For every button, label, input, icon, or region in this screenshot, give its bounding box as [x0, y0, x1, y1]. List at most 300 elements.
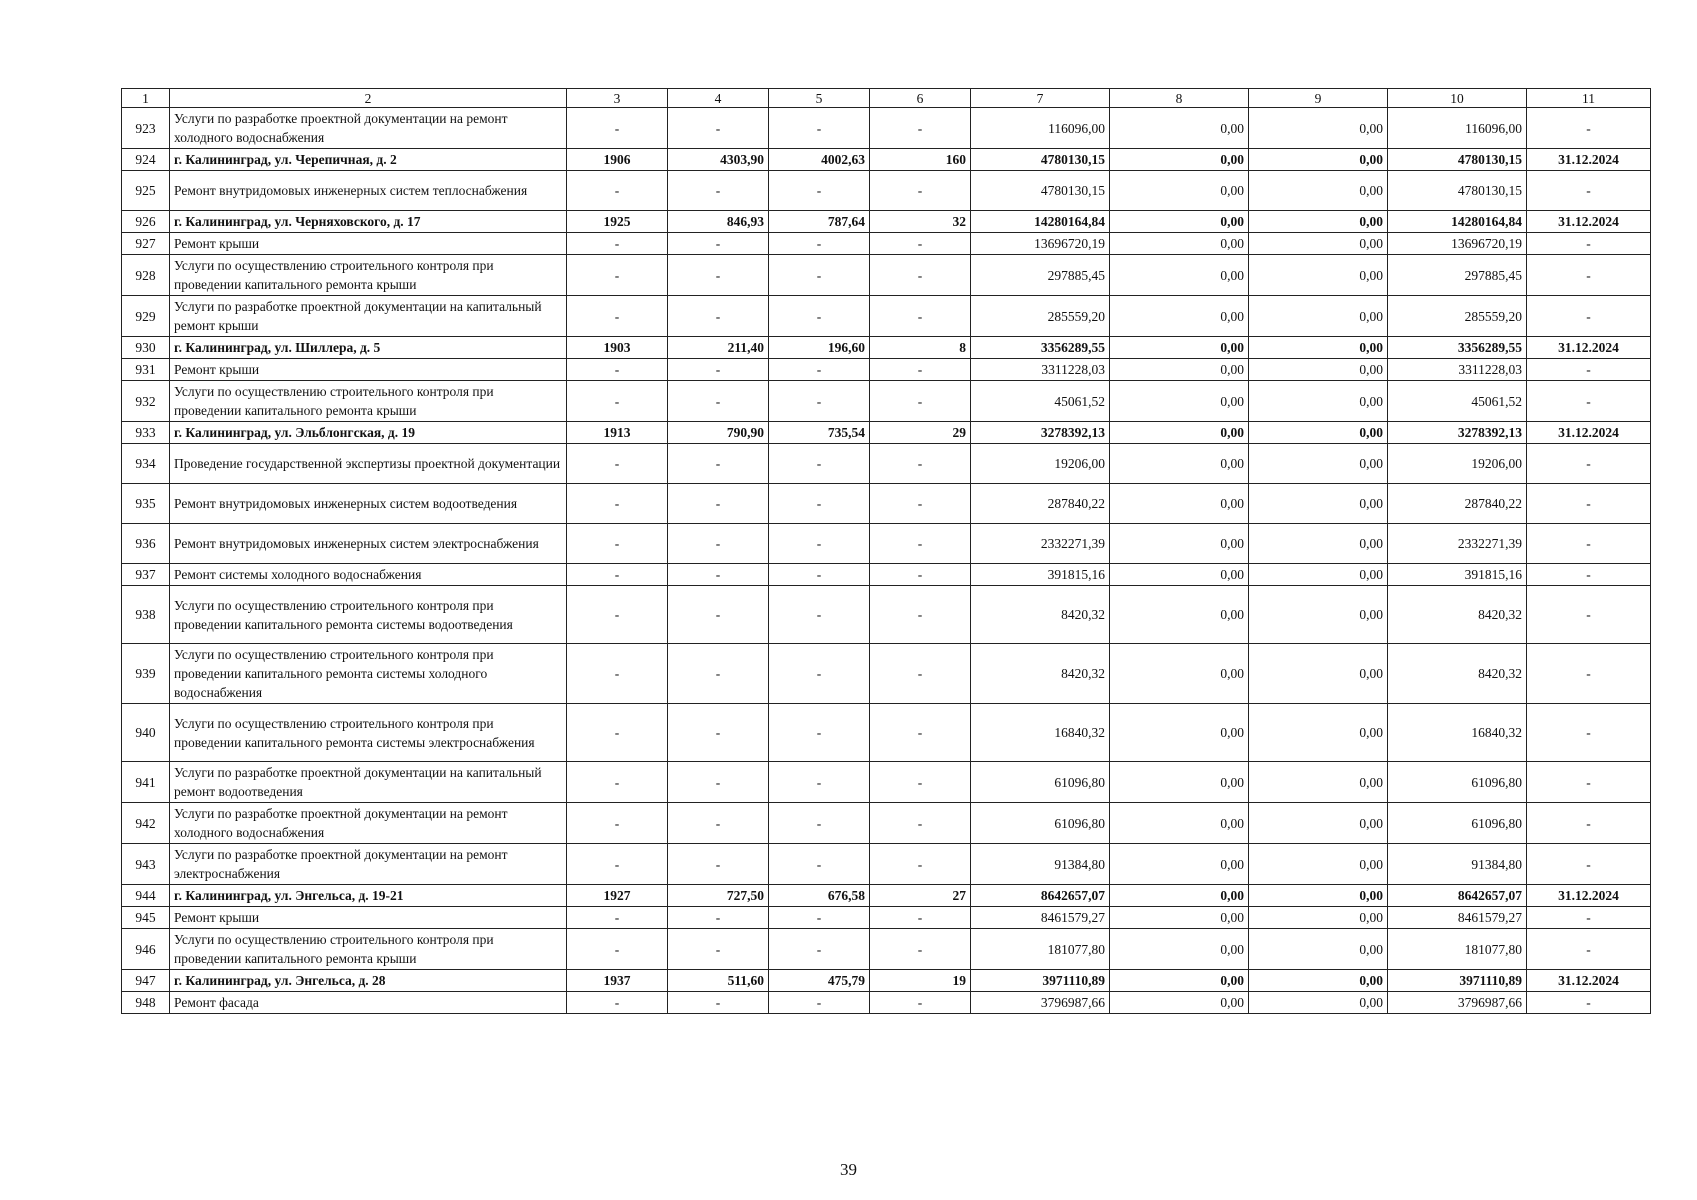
row-number-cell: 931	[122, 359, 170, 381]
budget-cost-cell: 0,00	[1249, 564, 1388, 586]
completion-date-cell: -	[1527, 255, 1651, 296]
budget-cost-cell: 0,00	[1249, 422, 1388, 444]
description-cell: Ремонт внутридомовых инженерных систем электроснабжения	[170, 524, 567, 564]
table-row	[122, 233, 1651, 255]
completion-date-cell: -	[1527, 524, 1651, 564]
year-cell: -	[567, 704, 668, 762]
completion-date-cell: 31.12.2024	[1527, 970, 1651, 992]
residents-cell: 8	[870, 337, 971, 359]
address-row	[122, 149, 1651, 171]
residents-cell: -	[870, 586, 971, 644]
total-cost-cell: 61096,80	[971, 803, 1110, 844]
area-total-cell: 790,90	[668, 422, 769, 444]
budget-cost-cell: 0,00	[1249, 704, 1388, 762]
year-cell: -	[567, 929, 668, 970]
residents-cell: -	[870, 484, 971, 524]
owners-cost-cell: 3311228,03	[1388, 359, 1527, 381]
fund-cost-cell: 0,00	[1110, 337, 1249, 359]
area-total-cell: -	[668, 907, 769, 929]
year-cell: -	[567, 844, 668, 885]
total-cost-cell: 61096,80	[971, 762, 1110, 803]
column-header-8: 8	[1110, 89, 1249, 108]
row-number-cell: 927	[122, 233, 170, 255]
total-cost-cell: 4780130,15	[971, 171, 1110, 211]
budget-cost-cell: 0,00	[1249, 844, 1388, 885]
owners-cost-cell: 297885,45	[1388, 255, 1527, 296]
header-row	[122, 89, 1651, 108]
area-total-cell: -	[668, 524, 769, 564]
description-cell: Услуги по разработке проектной документации на капитальный ремонт крыши	[170, 296, 567, 337]
fund-cost-cell: 0,00	[1110, 524, 1249, 564]
table-row	[122, 803, 1651, 844]
budget-cost-cell: 0,00	[1249, 484, 1388, 524]
area-living-cell: -	[769, 359, 870, 381]
year-cell: -	[567, 803, 668, 844]
area-living-cell: 475,79	[769, 970, 870, 992]
total-cost-cell: 3356289,55	[971, 337, 1110, 359]
budget-cost-cell: 0,00	[1249, 762, 1388, 803]
budget-cost-cell: 0,00	[1249, 296, 1388, 337]
budget-cost-cell: 0,00	[1249, 359, 1388, 381]
owners-cost-cell: 4780130,15	[1388, 171, 1527, 211]
row-number-cell: 928	[122, 255, 170, 296]
total-cost-cell: 13696720,19	[971, 233, 1110, 255]
row-number-cell: 946	[122, 929, 170, 970]
budget-cost-cell: 0,00	[1249, 970, 1388, 992]
budget-cost-cell: 0,00	[1249, 929, 1388, 970]
total-cost-cell: 8420,32	[971, 644, 1110, 704]
description-cell: Услуги по разработке проектной документации на капитальный ремонт водоотведения	[170, 762, 567, 803]
residents-cell: 27	[870, 885, 971, 907]
budget-cost-cell: 0,00	[1249, 255, 1388, 296]
column-header-5: 5	[769, 89, 870, 108]
fund-cost-cell: 0,00	[1110, 844, 1249, 885]
area-living-cell: -	[769, 108, 870, 149]
area-living-cell: -	[769, 484, 870, 524]
owners-cost-cell: 3796987,66	[1388, 992, 1527, 1014]
area-total-cell: -	[668, 992, 769, 1014]
residents-cell: -	[870, 444, 971, 484]
table-row	[122, 171, 1651, 211]
row-number-cell: 935	[122, 484, 170, 524]
row-number-cell: 923	[122, 108, 170, 149]
total-cost-cell: 19206,00	[971, 444, 1110, 484]
year-cell: -	[567, 644, 668, 704]
completion-date-cell: -	[1527, 233, 1651, 255]
completion-date-cell: -	[1527, 586, 1651, 644]
residents-cell: -	[870, 296, 971, 337]
column-header-4: 4	[668, 89, 769, 108]
residents-cell: -	[870, 929, 971, 970]
area-total-cell: 727,50	[668, 885, 769, 907]
residents-cell: -	[870, 524, 971, 564]
row-number-cell: 925	[122, 171, 170, 211]
residents-cell: -	[870, 564, 971, 586]
address-row	[122, 422, 1651, 444]
column-header-10: 10	[1388, 89, 1527, 108]
table-row	[122, 586, 1651, 644]
owners-cost-cell: 91384,80	[1388, 844, 1527, 885]
table-row	[122, 929, 1651, 970]
year-cell: 1927	[567, 885, 668, 907]
total-cost-cell: 16840,32	[971, 704, 1110, 762]
year-cell: -	[567, 108, 668, 149]
owners-cost-cell: 181077,80	[1388, 929, 1527, 970]
year-cell: -	[567, 992, 668, 1014]
residents-cell: -	[870, 762, 971, 803]
budget-cost-cell: 0,00	[1249, 233, 1388, 255]
area-total-cell: -	[668, 171, 769, 211]
area-total-cell: -	[668, 644, 769, 704]
year-cell: 1937	[567, 970, 668, 992]
fund-cost-cell: 0,00	[1110, 149, 1249, 171]
owners-cost-cell: 287840,22	[1388, 484, 1527, 524]
description-cell: Ремонт фасада	[170, 992, 567, 1014]
completion-date-cell: -	[1527, 992, 1651, 1014]
completion-date-cell: 31.12.2024	[1527, 211, 1651, 233]
area-total-cell: -	[668, 586, 769, 644]
area-total-cell: 4303,90	[668, 149, 769, 171]
year-cell: -	[567, 444, 668, 484]
table-row	[122, 992, 1651, 1014]
completion-date-cell: -	[1527, 907, 1651, 929]
total-cost-cell: 8420,32	[971, 586, 1110, 644]
table-row	[122, 644, 1651, 704]
row-number-cell: 932	[122, 381, 170, 422]
fund-cost-cell: 0,00	[1110, 704, 1249, 762]
area-living-cell: -	[769, 844, 870, 885]
column-header-7: 7	[971, 89, 1110, 108]
owners-cost-cell: 8420,32	[1388, 644, 1527, 704]
area-total-cell: -	[668, 255, 769, 296]
table-row	[122, 444, 1651, 484]
year-cell: -	[567, 762, 668, 803]
owners-cost-cell: 3278392,13	[1388, 422, 1527, 444]
budget-cost-cell: 0,00	[1249, 211, 1388, 233]
area-total-cell: -	[668, 108, 769, 149]
row-number-cell: 929	[122, 296, 170, 337]
budget-cost-cell: 0,00	[1249, 149, 1388, 171]
owners-cost-cell: 13696720,19	[1388, 233, 1527, 255]
owners-cost-cell: 391815,16	[1388, 564, 1527, 586]
area-living-cell: -	[769, 803, 870, 844]
area-total-cell: -	[668, 704, 769, 762]
description-cell: Услуги по осуществлению строительного контроля при проведении капитального ремонта крыши	[170, 381, 567, 422]
owners-cost-cell: 45061,52	[1388, 381, 1527, 422]
row-number-cell: 943	[122, 844, 170, 885]
fund-cost-cell: 0,00	[1110, 907, 1249, 929]
owners-cost-cell: 8461579,27	[1388, 907, 1527, 929]
area-living-cell: 676,58	[769, 885, 870, 907]
address-row	[122, 885, 1651, 907]
table-row	[122, 524, 1651, 564]
year-cell: -	[567, 171, 668, 211]
row-number-cell: 933	[122, 422, 170, 444]
area-total-cell: -	[668, 359, 769, 381]
total-cost-cell: 297885,45	[971, 255, 1110, 296]
page-number: 39	[840, 1160, 857, 1179]
area-total-cell: -	[668, 564, 769, 586]
owners-cost-cell: 8642657,07	[1388, 885, 1527, 907]
area-living-cell: 735,54	[769, 422, 870, 444]
budget-cost-cell: 0,00	[1249, 644, 1388, 704]
row-number-cell: 930	[122, 337, 170, 359]
description-cell: Ремонт внутридомовых инженерных систем теплоснабжения	[170, 171, 567, 211]
fund-cost-cell: 0,00	[1110, 444, 1249, 484]
completion-date-cell: -	[1527, 844, 1651, 885]
completion-date-cell: -	[1527, 564, 1651, 586]
area-living-cell: -	[769, 381, 870, 422]
description-cell: Ремонт крыши	[170, 233, 567, 255]
fund-cost-cell: 0,00	[1110, 108, 1249, 149]
budget-cost-cell: 0,00	[1249, 444, 1388, 484]
year-cell: -	[567, 484, 668, 524]
completion-date-cell: 31.12.2024	[1527, 422, 1651, 444]
year-cell: 1913	[567, 422, 668, 444]
area-living-cell: -	[769, 564, 870, 586]
description-cell: Услуги по разработке проектной документации на ремонт холодного водоснабжения	[170, 803, 567, 844]
year-cell: -	[567, 255, 668, 296]
residents-cell: 32	[870, 211, 971, 233]
row-number-cell: 942	[122, 803, 170, 844]
description-cell: Услуги по осуществлению строительного контроля при проведении капитального ремонта системы электроснабжения	[170, 704, 567, 762]
description-cell: Услуги по осуществлению строительного контроля при проведении капитального ремонта системы водоотведения	[170, 586, 567, 644]
completion-date-cell: -	[1527, 296, 1651, 337]
area-total-cell: -	[668, 444, 769, 484]
row-number-cell: 934	[122, 444, 170, 484]
area-total-cell: -	[668, 929, 769, 970]
area-living-cell: 4002,63	[769, 149, 870, 171]
completion-date-cell: -	[1527, 762, 1651, 803]
table-row	[122, 255, 1651, 296]
area-total-cell: -	[668, 233, 769, 255]
total-cost-cell: 3311228,03	[971, 359, 1110, 381]
area-living-cell: -	[769, 444, 870, 484]
completion-date-cell: 31.12.2024	[1527, 337, 1651, 359]
total-cost-cell: 3971110,89	[971, 970, 1110, 992]
owners-cost-cell: 61096,80	[1388, 762, 1527, 803]
area-living-cell: 196,60	[769, 337, 870, 359]
owners-cost-cell: 2332271,39	[1388, 524, 1527, 564]
area-total-cell: 846,93	[668, 211, 769, 233]
budget-cost-cell: 0,00	[1249, 885, 1388, 907]
fund-cost-cell: 0,00	[1110, 885, 1249, 907]
fund-cost-cell: 0,00	[1110, 381, 1249, 422]
fund-cost-cell: 0,00	[1110, 422, 1249, 444]
description-cell: Услуги по осуществлению строительного контроля при проведении капитального ремонта крыши	[170, 929, 567, 970]
residents-cell: -	[870, 233, 971, 255]
completion-date-cell: -	[1527, 171, 1651, 211]
owners-cost-cell: 4780130,15	[1388, 149, 1527, 171]
row-number-cell: 944	[122, 885, 170, 907]
table-row	[122, 484, 1651, 524]
table-row	[122, 296, 1651, 337]
owners-cost-cell: 16840,32	[1388, 704, 1527, 762]
fund-cost-cell: 0,00	[1110, 970, 1249, 992]
fund-cost-cell: 0,00	[1110, 992, 1249, 1014]
budget-cost-cell: 0,00	[1249, 108, 1388, 149]
table-row	[122, 762, 1651, 803]
description-cell: Услуги по разработке проектной документации на ремонт холодного водоснабжения	[170, 108, 567, 149]
area-total-cell: -	[668, 803, 769, 844]
row-number-cell: 936	[122, 524, 170, 564]
column-header-1: 1	[122, 89, 170, 108]
residents-cell: -	[870, 359, 971, 381]
residents-cell: -	[870, 255, 971, 296]
area-living-cell: -	[769, 255, 870, 296]
area-living-cell: -	[769, 586, 870, 644]
residents-cell: -	[870, 704, 971, 762]
residents-cell: -	[870, 844, 971, 885]
residents-cell: 160	[870, 149, 971, 171]
area-living-cell: -	[769, 929, 870, 970]
owners-cost-cell: 3971110,89	[1388, 970, 1527, 992]
table-row	[122, 359, 1651, 381]
column-header-2: 2	[170, 89, 567, 108]
residents-cell: -	[870, 171, 971, 211]
owners-cost-cell: 14280164,84	[1388, 211, 1527, 233]
column-header-11: 11	[1527, 89, 1651, 108]
area-total-cell: -	[668, 484, 769, 524]
area-living-cell: -	[769, 524, 870, 564]
description-cell: г. Калининград, ул. Шиллера, д. 5	[170, 337, 567, 359]
fund-cost-cell: 0,00	[1110, 171, 1249, 211]
budget-cost-cell: 0,00	[1249, 381, 1388, 422]
area-total-cell: -	[668, 296, 769, 337]
completion-date-cell: -	[1527, 108, 1651, 149]
area-living-cell: -	[769, 704, 870, 762]
fund-cost-cell: 0,00	[1110, 255, 1249, 296]
area-living-cell: -	[769, 907, 870, 929]
description-cell: Ремонт внутридомовых инженерных систем водоотведения	[170, 484, 567, 524]
budget-cost-cell: 0,00	[1249, 524, 1388, 564]
column-header-9: 9	[1249, 89, 1388, 108]
completion-date-cell: -	[1527, 381, 1651, 422]
owners-cost-cell: 3356289,55	[1388, 337, 1527, 359]
total-cost-cell: 181077,80	[971, 929, 1110, 970]
row-number-cell: 924	[122, 149, 170, 171]
fund-cost-cell: 0,00	[1110, 644, 1249, 704]
year-cell: -	[567, 907, 668, 929]
residents-cell: -	[870, 644, 971, 704]
year-cell: -	[567, 296, 668, 337]
total-cost-cell: 2332271,39	[971, 524, 1110, 564]
total-cost-cell: 14280164,84	[971, 211, 1110, 233]
completion-date-cell: -	[1527, 484, 1651, 524]
table-row	[122, 381, 1651, 422]
residents-cell: -	[870, 907, 971, 929]
residents-cell: -	[870, 803, 971, 844]
description-cell: г. Калининград, ул. Черепичная, д. 2	[170, 149, 567, 171]
completion-date-cell: 31.12.2024	[1527, 885, 1651, 907]
completion-date-cell: -	[1527, 359, 1651, 381]
description-cell: г. Калининград, ул. Энгельса, д. 19-21	[170, 885, 567, 907]
description-cell: Услуги по разработке проектной документации на ремонт электроснабжения	[170, 844, 567, 885]
year-cell: -	[567, 381, 668, 422]
row-number-cell: 937	[122, 564, 170, 586]
area-living-cell: -	[769, 171, 870, 211]
year-cell: -	[567, 359, 668, 381]
year-cell: 1906	[567, 149, 668, 171]
owners-cost-cell: 116096,00	[1388, 108, 1527, 149]
fund-cost-cell: 0,00	[1110, 803, 1249, 844]
description-cell: Проведение государственной экспертизы проектной документации	[170, 444, 567, 484]
description-cell: Ремонт системы холодного водоснабжения	[170, 564, 567, 586]
description-cell: г. Калининград, ул. Черняховского, д. 17	[170, 211, 567, 233]
fund-cost-cell: 0,00	[1110, 762, 1249, 803]
row-number-cell: 941	[122, 762, 170, 803]
residents-cell: -	[870, 992, 971, 1014]
fund-cost-cell: 0,00	[1110, 296, 1249, 337]
residents-cell: -	[870, 108, 971, 149]
address-row	[122, 970, 1651, 992]
year-cell: -	[567, 233, 668, 255]
budget-cost-cell: 0,00	[1249, 803, 1388, 844]
completion-date-cell: 31.12.2024	[1527, 149, 1651, 171]
residents-cell: -	[870, 381, 971, 422]
total-cost-cell: 3796987,66	[971, 992, 1110, 1014]
year-cell: -	[567, 564, 668, 586]
budget-cost-cell: 0,00	[1249, 171, 1388, 211]
completion-date-cell: -	[1527, 444, 1651, 484]
row-number-cell: 940	[122, 704, 170, 762]
owners-cost-cell: 19206,00	[1388, 444, 1527, 484]
year-cell: 1925	[567, 211, 668, 233]
area-living-cell: -	[769, 762, 870, 803]
residents-cell: 29	[870, 422, 971, 444]
row-number-cell: 938	[122, 586, 170, 644]
area-living-cell: 787,64	[769, 211, 870, 233]
row-number-cell: 939	[122, 644, 170, 704]
area-total-cell: -	[668, 381, 769, 422]
fund-cost-cell: 0,00	[1110, 211, 1249, 233]
address-row	[122, 211, 1651, 233]
owners-cost-cell: 285559,20	[1388, 296, 1527, 337]
area-total-cell: -	[668, 762, 769, 803]
area-total-cell: 511,60	[668, 970, 769, 992]
fund-cost-cell: 0,00	[1110, 484, 1249, 524]
total-cost-cell: 45061,52	[971, 381, 1110, 422]
table-row	[122, 907, 1651, 929]
description-cell: Услуги по осуществлению строительного контроля при проведении капитального ремонта крыши	[170, 255, 567, 296]
fund-cost-cell: 0,00	[1110, 359, 1249, 381]
area-total-cell: 211,40	[668, 337, 769, 359]
total-cost-cell: 8642657,07	[971, 885, 1110, 907]
table-row	[122, 108, 1651, 149]
total-cost-cell: 8461579,27	[971, 907, 1110, 929]
owners-cost-cell: 61096,80	[1388, 803, 1527, 844]
fund-cost-cell: 0,00	[1110, 586, 1249, 644]
completion-date-cell: -	[1527, 644, 1651, 704]
budget-cost-cell: 0,00	[1249, 992, 1388, 1014]
row-number-cell: 948	[122, 992, 170, 1014]
area-living-cell: -	[769, 992, 870, 1014]
completion-date-cell: -	[1527, 803, 1651, 844]
table-row	[122, 844, 1651, 885]
completion-date-cell: -	[1527, 704, 1651, 762]
column-header-3: 3	[567, 89, 668, 108]
area-living-cell: -	[769, 644, 870, 704]
description-cell: г. Калининград, ул. Эльблонгская, д. 19	[170, 422, 567, 444]
residents-cell: 19	[870, 970, 971, 992]
table-row	[122, 564, 1651, 586]
total-cost-cell: 116096,00	[971, 108, 1110, 149]
description-cell: г. Калининград, ул. Энгельса, д. 28	[170, 970, 567, 992]
column-header-6: 6	[870, 89, 971, 108]
row-number-cell: 947	[122, 970, 170, 992]
row-number-cell: 926	[122, 211, 170, 233]
total-cost-cell: 391815,16	[971, 564, 1110, 586]
